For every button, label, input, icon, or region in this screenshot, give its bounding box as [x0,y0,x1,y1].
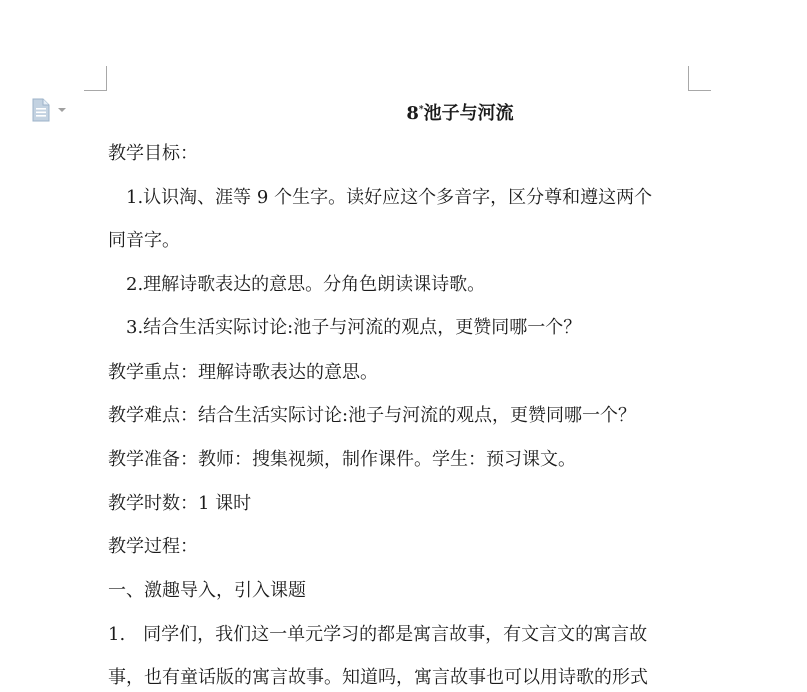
lesson-number: 8 [406,103,419,124]
margin-corner-top-right [688,66,711,91]
paragraph-preparation: 教学准备：教师：搜集视频，制作课件。学生：预习课文。 [108,449,576,470]
document-title [0,96,807,128]
paragraph-goal-2: 2.理解诗歌表达的意思。分角色朗读课诗歌。 [126,274,486,295]
paragraph-difficult-points: 教学难点：结合生活实际讨论:池子与河流的观点，更赞同哪一个？ [108,405,637,426]
paragraph-process-heading: 教学过程： [108,536,198,557]
paragraph-teaching-goals-heading: 教学目标： [108,143,198,164]
lesson-title: 池子与河流 [423,103,514,124]
paragraph-goal-1-continued: 同音字。 [108,230,180,251]
paragraph-step-1-continued: 事，也有童话版的寓言故事。知道吗，寓言故事也可以用诗歌的形式 [108,667,648,688]
paragraph-key-points: 教学重点：理解诗歌表达的意思。 [108,362,378,383]
lesson-mark: * [418,105,424,115]
paragraph-goal-1: 1.认识淘、涯等 9 个生字。读好应这个多音字，区分尊和遵这两个 [126,187,653,208]
paragraph-goal-3: 3.结合生活实际讨论:池子与河流的观点，更赞同哪一个？ [126,317,582,338]
paragraph-section-1-heading: 一、激趣导入，引入课题 [108,580,306,601]
paragraph-class-hours: 教学时数：1 课时 [108,493,252,514]
paragraph-step-1: 1. 同学们，我们这一单元学习的都是寓言故事，有文言文的寓言故 [108,624,648,645]
margin-corner-top-left [84,66,107,91]
